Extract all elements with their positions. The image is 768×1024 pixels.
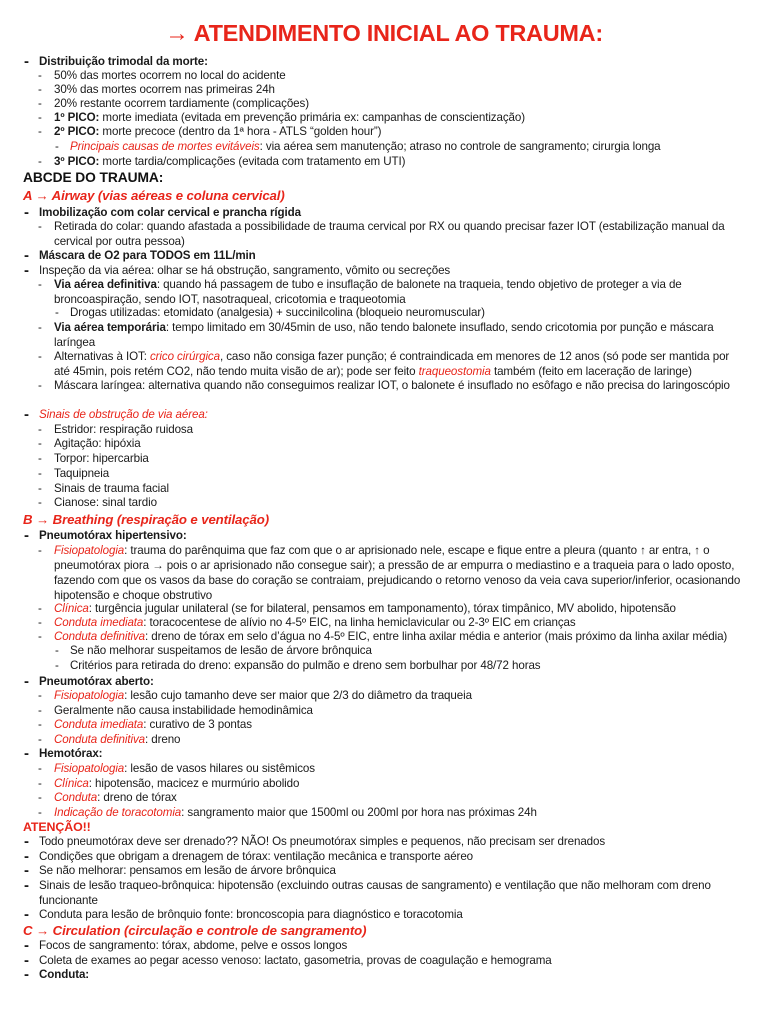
text-run: Se não melhorar: pensamos em lesão de árvore brônquica — [39, 864, 336, 877]
list-item — [54, 495, 157, 510]
text-run: Imobilização com colar cervical e prancha rígida — [39, 206, 301, 219]
bullet-marker: - — [38, 125, 42, 138]
list-item — [39, 205, 301, 220]
list-item — [54, 703, 313, 718]
list-item — [70, 139, 661, 154]
list-item — [54, 688, 472, 703]
text-run: Alternativas à IOT: — [54, 350, 150, 363]
section-heading — [23, 512, 269, 528]
section-heading — [23, 188, 285, 204]
text-run: : via aérea sem manutenção; atraso no controle de sangramento; cirurgia longa — [259, 140, 661, 153]
bullet-marker: - — [38, 321, 42, 334]
text-run: Fisiopatologia — [54, 762, 125, 775]
bullet-marker: - — [38, 423, 42, 436]
text-run: Focos de sangramento: tórax, abdome, pelve e ossos longos — [39, 939, 348, 952]
text-run: morte precoce (dentro da 1ª hora - ATLS “golden hour”) — [99, 125, 382, 138]
text-run: Retirada do colar: quando afastada a possibilidade de trauma cervical por RX ou quando precisar fazer IOT (estabilização manual da cervical por outra pessoa) — [54, 220, 725, 248]
list-item — [39, 248, 256, 263]
text-run: Drogas utilizadas: etomidato (analgesia) + succinilcolina (bloqueio neuromuscular) — [70, 306, 485, 319]
text-run: : trauma do parênquima que faz com que o ar aprisionado nele, escape e fique entre a pleura (quanto ↑ ar entra, ↑ o pneumotórax piora → pois o ar aprisionado não consegue sair); a pressão de ar empurra o mediastino e a traqueia para o lado oposto, fazendo com que os vasos da base do coração se contraiam, prejudicando o retorno venoso da veia cava superior/inferior, ocasionando hipotensão e choque obstrutivo — [54, 544, 741, 602]
list-item — [54, 124, 381, 139]
text-run: A → Airway (vias aéreas e coluna cervical) — [23, 188, 285, 203]
text-run: Conduta para lesão de brônquio fonte: broncoscopia para diagnóstico e toracotomia — [39, 908, 463, 921]
text-run: : hipotensão, macicez e murmúrio abolido — [88, 777, 300, 790]
text-run: crico cirúrgica — [149, 350, 220, 363]
text-run: Conduta imediata — [54, 718, 144, 731]
list-item — [54, 732, 180, 747]
text-run: Conduta: — [39, 968, 90, 981]
list-item — [70, 643, 372, 658]
list-item — [39, 938, 347, 953]
list-item — [39, 674, 154, 689]
bullet-marker: - — [24, 53, 29, 70]
list-item — [54, 82, 275, 97]
bullet-marker: - — [38, 602, 42, 615]
section-heading — [23, 820, 91, 835]
bullet-marker: - — [38, 220, 42, 233]
text-run: morte tardia/complicações (evitada com tratamento em UTI) — [99, 155, 406, 168]
bullet-marker: - — [38, 467, 42, 480]
bullet-marker: - — [24, 937, 29, 954]
text-run: Cianose: sinal tardio — [54, 496, 157, 509]
text-run: Principais causas de mortes evitáveis — [70, 140, 260, 153]
text-run: 20% restante ocorrem tardiamente (complicações) — [54, 97, 309, 110]
bullet-marker: - — [24, 848, 29, 865]
bullet-marker: - — [38, 544, 42, 557]
list-item — [54, 466, 109, 481]
text-run: Torpor: hipercarbia — [54, 452, 149, 465]
page-title: → ATENDIMENTO INICIAL AO TRAUMA: — [165, 20, 603, 46]
text-run: ATENÇÃO!! — [23, 820, 91, 834]
text-run: traqueostomia — [418, 365, 491, 378]
text-run: Geralmente não causa instabilidade hemodinâmica — [54, 704, 313, 717]
text-run: 2º PICO: — [54, 125, 100, 138]
bullet-marker: - — [55, 306, 59, 319]
text-run: : dreno — [145, 733, 181, 746]
list-item — [54, 96, 309, 111]
bullet-marker: - — [24, 247, 29, 264]
bullet-marker: - — [24, 966, 29, 983]
list-item — [54, 320, 744, 350]
list-item — [39, 746, 102, 761]
bullet-marker: - — [38, 452, 42, 465]
bullet-marker: - — [55, 644, 59, 657]
text-run: Via aérea definitiva — [54, 278, 157, 291]
text-run: : lesão de vasos hilares ou sistêmicos — [124, 762, 315, 775]
text-run: Taquipneia — [54, 467, 110, 480]
list-item — [54, 790, 177, 805]
list-item — [54, 349, 744, 379]
text-run: Inspeção da via aérea: olhar se há obstrução, sangramento, vômito ou secreções — [39, 264, 451, 277]
text-run: B → Breathing (respiração e ventilação) — [23, 512, 270, 527]
text-run: Fisiopatologia — [54, 689, 125, 702]
bullet-marker: - — [24, 527, 29, 544]
list-item — [39, 54, 208, 69]
list-item — [39, 907, 463, 922]
bullet-marker: - — [38, 630, 42, 643]
list-item — [39, 834, 605, 849]
bullet-marker: - — [38, 350, 42, 363]
list-item — [54, 717, 252, 732]
text-run: : turgência jugular unilateral (se for bilateral, pensamos em tamponamento), tórax timpânico, MV abolido, hipotensão — [88, 602, 676, 615]
text-run: 1º PICO: — [54, 111, 100, 124]
text-run: Pneumotórax hipertensivo: — [39, 529, 187, 542]
text-run: Conduta imediata — [54, 616, 144, 629]
list-item — [54, 601, 676, 616]
list-item — [54, 219, 754, 249]
list-item — [54, 110, 525, 125]
text-run: Máscara de O2 para TODOS em 11L/min — [39, 249, 256, 262]
list-item — [54, 68, 286, 83]
text-run: Se não melhorar suspeitamos de lesão de árvore brônquica — [70, 644, 372, 657]
text-run: Pneumotórax aberto: — [39, 675, 154, 688]
list-item — [54, 761, 315, 776]
text-run: Todo pneumotórax deve ser drenado?? NÃO! Os pneumotórax simples e pequenos, não precisam ser drenados — [39, 835, 606, 848]
text-run: Coleta de exames ao pegar acesso venoso: lactato, gasometria, provas de coagulação e hemograma — [39, 954, 552, 967]
bullet-marker: - — [24, 906, 29, 923]
text-run: : quando há passagem de tubo e insuflação de balonete na traqueia, tendo objetivo de proteger a via de broncoaspiração, sendo IOT, nasotraqueal, cricotomia e traqueotomia — [54, 278, 682, 306]
text-run: Distribuição trimodal da morte: — [39, 55, 208, 68]
text-run: 3º PICO: — [54, 155, 100, 168]
text-run: Fisiopatologia — [54, 544, 125, 557]
bullet-marker: - — [24, 204, 29, 221]
list-item — [54, 451, 149, 466]
text-run: Estridor: respiração ruidosa — [54, 423, 193, 436]
list-item — [54, 422, 193, 437]
bullet-marker: - — [24, 673, 29, 690]
text-run: Conduta definitiva — [54, 630, 146, 643]
text-run: Máscara laríngea: alternativa quando não conseguimos realizar IOT, o balonete é insuflado no esôfago e não precisa do laringoscópio — [54, 379, 730, 392]
text-run: : dreno de tórax — [97, 791, 177, 804]
bullet-marker: - — [55, 659, 59, 672]
bullet-marker: - — [38, 155, 42, 168]
text-run: morte imediata (evitada em prevenção primária ex: campanhas de conscientização) — [99, 111, 526, 124]
bullet-marker: - — [38, 733, 42, 746]
list-item — [54, 378, 744, 393]
bullet-marker: - — [38, 791, 42, 804]
bullet-marker: - — [24, 833, 29, 850]
text-run: Sinais de trauma facial — [54, 482, 169, 495]
list-item — [39, 407, 208, 422]
list-item — [54, 805, 537, 820]
text-run: também (feito em laceração de laringe) — [490, 365, 692, 378]
text-run: : sangramento maior que 1500ml ou 200ml por hora nas próximas 24h — [181, 806, 537, 819]
text-run: Sinais de lesão traqueo-brônquica: hipotensão (excluindo outras causas de sangramento) e ventilação que não melhoram com dreno funcionante — [39, 879, 711, 907]
text-run: 50% das mortes ocorrem no local do acidente — [54, 69, 286, 82]
list-item — [39, 263, 450, 278]
bullet-marker: - — [24, 877, 29, 894]
bullet-marker: - — [38, 278, 42, 291]
section-heading — [23, 923, 366, 939]
text-run: Via aérea temporária — [54, 321, 166, 334]
list-item — [39, 528, 187, 543]
list-item — [54, 629, 727, 644]
text-run: ABCDE DO TRAUMA: — [23, 170, 164, 185]
text-run: Hemotórax: — [39, 747, 103, 760]
bullet-marker: - — [24, 406, 29, 423]
list-item — [54, 436, 141, 451]
bullet-marker: - — [24, 745, 29, 762]
bullet-marker: - — [38, 689, 42, 702]
bullet-marker: - — [38, 111, 42, 124]
list-item — [39, 967, 89, 982]
text-run: , caso não consiga fazer punção; é contraindicada em menores de 12 anos (só pode ser mantida por até 45min, pois retém CO2, não tendo muita visão de ar); pode ser feito — [54, 350, 730, 378]
list-item — [39, 863, 336, 878]
bullet-marker: - — [38, 718, 42, 731]
bullet-marker: - — [38, 806, 42, 819]
text-run: 30% das mortes ocorrem nas primeiras 24h — [54, 83, 275, 96]
bullet-marker: - — [38, 379, 42, 392]
list-item — [54, 615, 744, 630]
list-item — [70, 658, 541, 673]
list-item — [54, 776, 299, 791]
text-run: : tempo limitado em 30/45min de uso, não tendo balonete insuflado, sendo cricotomia por punção e máscara laríngea — [54, 321, 714, 349]
text-run: Conduta definitiva — [54, 733, 146, 746]
bullet-marker: - — [38, 437, 42, 450]
bullet-marker: - — [38, 704, 42, 717]
section-heading — [23, 170, 163, 186]
list-item — [54, 154, 405, 169]
text-run: Conduta — [54, 791, 98, 804]
bullet-marker: - — [38, 69, 42, 82]
list-item — [70, 305, 485, 320]
text-run: Critérios para retirada do dreno: expansão do pulmão e dreno sem borbulhar por 48/72 horas — [70, 659, 541, 672]
bullet-marker: - — [38, 496, 42, 509]
list-item — [54, 481, 169, 496]
text-run: Sinais de obstrução de via aérea: — [39, 408, 208, 421]
text-run: Clínica — [54, 602, 89, 615]
bullet-marker: - — [24, 262, 29, 279]
text-run: : toracocentese de alívio no 4-5º EIC, na linha hemiclavicular ou 2-3º EIC em crianças — [143, 616, 576, 629]
text-run: Clínica — [54, 777, 89, 790]
bullet-marker: - — [38, 97, 42, 110]
list-item — [54, 277, 744, 307]
text-run: Condições que obrigam a drenagem de tórax: ventilação mecânica e transporte aéreo — [39, 850, 474, 863]
bullet-marker: - — [55, 140, 59, 153]
bullet-marker: - — [38, 616, 42, 629]
bullet-marker: - — [38, 482, 42, 495]
list-item — [39, 878, 749, 908]
bullet-marker: - — [38, 762, 42, 775]
text-run: : curativo de 3 pontas — [143, 718, 252, 731]
bullet-marker: - — [38, 777, 42, 790]
text-run: C → Circulation (circulação e controle de sangramento) — [23, 923, 367, 938]
bullet-marker: - — [24, 952, 29, 969]
bullet-marker: - — [38, 83, 42, 96]
list-item — [54, 543, 744, 603]
list-item — [39, 953, 552, 968]
text-run: : lesão cujo tamanho deve ser maior que 2/3 do diâmetro da traqueia — [124, 689, 472, 702]
bullet-marker: - — [24, 862, 29, 879]
list-item — [39, 849, 473, 864]
text-run: Indicação de toracotomia — [54, 806, 182, 819]
text-run: : dreno de tórax em selo d’água no 4-5º EIC, entre linha axilar média e anterior (mais próximo da linha axilar média) — [145, 630, 728, 643]
text-run: Agitação: hipóxia — [54, 437, 141, 450]
